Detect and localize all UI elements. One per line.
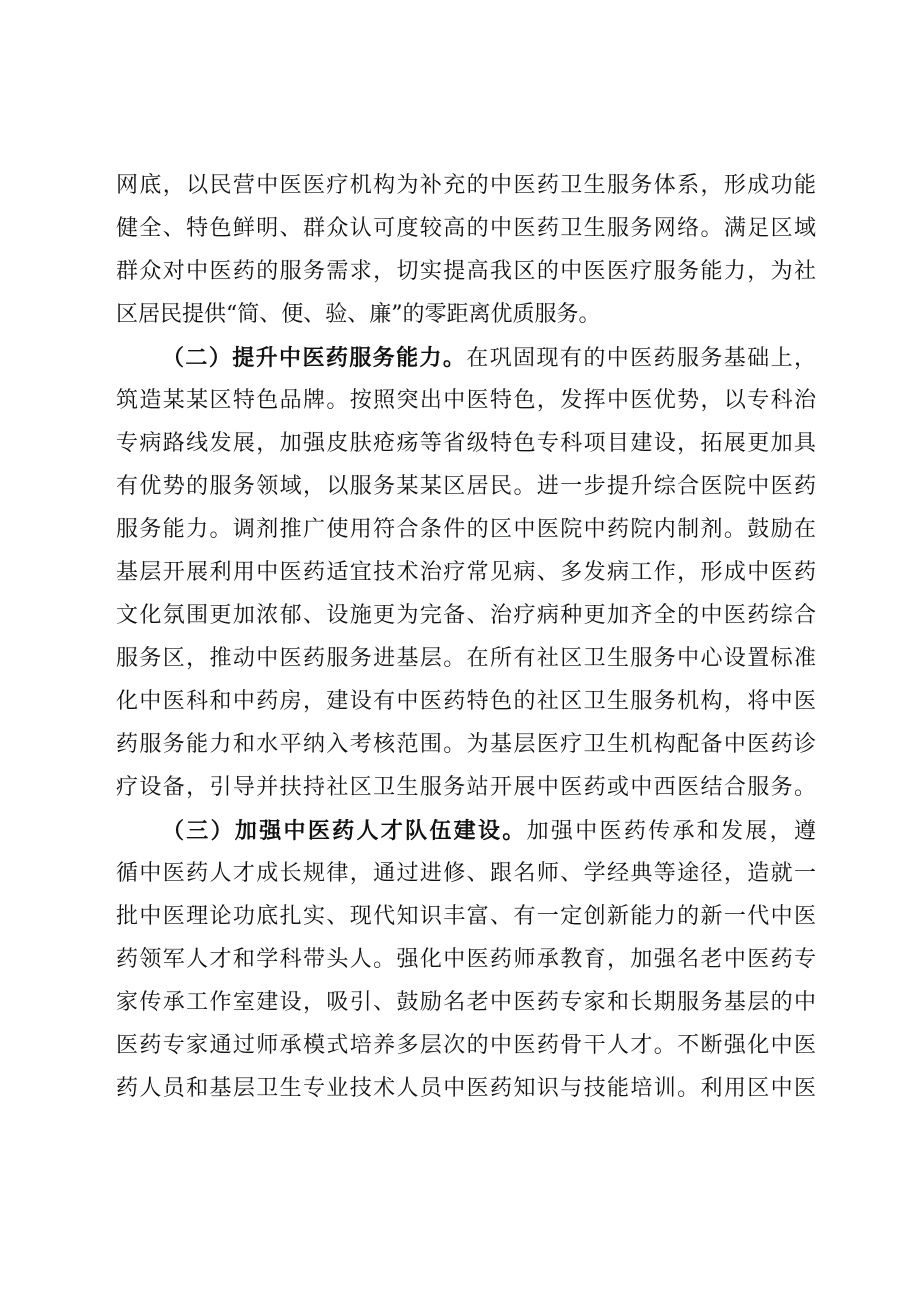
paragraph-3-first-line-text: 加强中医药传承和发展，遵 <box>526 819 816 844</box>
paragraph-2-line-5: 服务能力。调剂推广使用符合条件的区中医院中药院内制剂。鼓励在 <box>116 517 816 542</box>
paragraph-2-line-6: 基层开展利用中医药适宜技术治疗常见病、多发病工作，形成中医药 <box>116 560 816 585</box>
paragraph-1-line-1: 网底，以民营中医医疗机构为补充的中医药卫生服务体系，形成功能 <box>116 173 816 198</box>
paragraph-3-first-line <box>162 816 816 846</box>
paragraph-3-line-3: 批中医理论功底扎实、现代知识丰富、有一定创新能力的新一代中医 <box>116 904 816 929</box>
paragraph-2-line-4: 有优势的服务领域，以服务某某区居民。进一步提升综合医院中医药 <box>116 474 816 499</box>
paragraph-3-line-4: 药领军人才和学科带头人。强化中医药师承教育，加强名老中医药专 <box>116 947 816 972</box>
paragraph-2-line-8: 服务区，推动中医药服务进基层。在所有社区卫生服务中心设置标准 <box>116 646 816 671</box>
paragraph-2-line-3: 专病路线发展，加强皮肤疮疡等省级特色专科项目建设，拓展更加具 <box>116 431 816 456</box>
paragraph-1-line-3: 群众对中医药的服务需求，切实提高我区的中医医疗服务能力，为社 <box>116 259 816 284</box>
paragraph-2-line-2: 筑造某某区特色品牌。按照突出中医特色，发挥中医优势，以专科治 <box>116 388 816 413</box>
paragraph-1-line-2: 健全、特色鲜明、群众认可度较高的中医药卫生服务网络。满足区域 <box>116 216 816 241</box>
paragraph-3-line-2: 循中医药人才成长规律，通过进修、跟名师、学经典等途径，造就一 <box>116 861 816 886</box>
paragraph-2-line-10: 药服务能力和水平纳入考核范围。为基层医疗卫生机构配备中医药诊 <box>116 732 816 757</box>
paragraph-2-line-9: 化中医科和中药房，建设有中医药特色的社区卫生服务机构，将中医 <box>116 689 816 714</box>
paragraph-3-line-7: 药人员和基层卫生专业技术人员中医药知识与技能培训。利用区中医 <box>116 1076 816 1101</box>
paragraph-3-line-5: 家传承工作室建设，吸引、鼓励名老中医药专家和长期服务基层的中 <box>116 990 816 1015</box>
paragraph-3-line-6: 医药专家通过师承模式培养多层次的中医药骨干人才。不断强化中医 <box>116 1033 816 1058</box>
paragraph-2-line-7: 文化氛围更加浓郁、设施更为完备、治疗病种更加齐全的中医药综合 <box>116 603 816 628</box>
paragraph-2-first-line-text: 在巩固现有的中医药服务基础上， <box>466 346 816 371</box>
paragraph-1-line-4: 区居民提供“简、便、验、廉”的零距离优质服务。 <box>116 302 601 327</box>
section-heading-2: （二）提升中医药服务能力。 <box>162 345 467 371</box>
paragraph-2-line-11: 疗设备，引导并扶持社区卫生服务站开展中医药或中西医结合服务。 <box>116 775 816 800</box>
section-heading-3: （三）加强中医药人才队伍建设。 <box>162 818 527 844</box>
paragraph-2-first-line <box>162 343 816 373</box>
